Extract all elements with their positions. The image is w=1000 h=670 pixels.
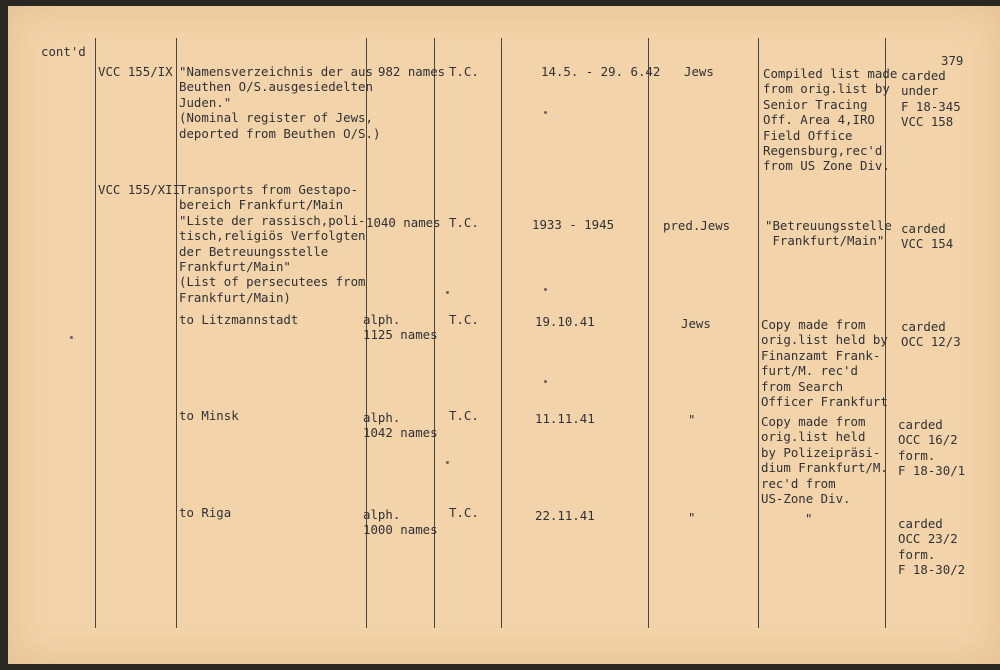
record-dates: 19.10.41 bbox=[535, 314, 595, 329]
record-dates: 22.11.41 bbox=[535, 508, 595, 523]
record-source: " bbox=[805, 511, 813, 526]
page-number: 379 bbox=[941, 53, 964, 68]
record-title: Transports from Gestapo- bereich Frankfurt/Main "Liste der rassisch,poli- tisch,religiös Verfolgten der Betreuungsstelle Frankfurt/Main" (List of persecutees from Frankfurt/Main) bbox=[179, 182, 366, 305]
record-dates: 14.5. - 29. 6.42 bbox=[541, 64, 661, 79]
record-names: 982 names bbox=[378, 64, 446, 79]
record-group: Jews bbox=[681, 316, 711, 331]
record-title: to Minsk bbox=[179, 408, 239, 423]
record-dates: 11.11.41 bbox=[535, 411, 595, 426]
record-title: to Riga bbox=[179, 505, 232, 520]
record-ref: VCC 155/XII bbox=[98, 182, 181, 197]
column-rule bbox=[758, 38, 759, 628]
paper-mark bbox=[446, 461, 449, 464]
record-carded: carded OCC 23/2 form. F 18-30/2 bbox=[898, 516, 966, 578]
record-names: 1040 names bbox=[366, 215, 441, 230]
index-card-sheet bbox=[8, 6, 1000, 664]
record-carded: carded under F 18-345 VCC 158 bbox=[901, 68, 961, 130]
record-source: Copy made from orig.list held by Polizeipräsi- dium Frankfurt/M. rec'd from US-Zone Div. bbox=[761, 414, 888, 507]
record-group: pred.Jews bbox=[663, 218, 731, 233]
record-carded: carded VCC 154 bbox=[901, 221, 954, 252]
record-type: T.C. bbox=[449, 64, 479, 79]
record-source: Compiled list made from orig.list by Senior Tracing Off. Area 4,IRO Field Office Regensburg,rec'd from US Zone Div. bbox=[763, 66, 898, 174]
column-rule bbox=[501, 38, 502, 628]
record-source: "Betreuungsstelle Frankfurt/Main" bbox=[765, 218, 892, 249]
column-rule bbox=[648, 38, 649, 628]
record-title: to Litzmannstadt bbox=[179, 312, 299, 327]
paper-mark bbox=[446, 291, 449, 294]
record-carded: carded OCC 16/2 form. F 18-30/1 bbox=[898, 417, 966, 479]
record-names: alph. 1042 names bbox=[363, 410, 438, 441]
column-rule bbox=[95, 38, 96, 628]
record-type: T.C. bbox=[449, 215, 479, 230]
contd-label: cont'd bbox=[41, 44, 86, 59]
record-group: Jews bbox=[684, 64, 714, 79]
record-group: " bbox=[688, 412, 696, 427]
record-names: alph. 1125 names bbox=[363, 312, 438, 343]
paper-mark bbox=[544, 380, 547, 383]
record-type: T.C. bbox=[449, 312, 479, 327]
record-type: T.C. bbox=[449, 408, 479, 423]
paper-mark bbox=[544, 288, 547, 291]
record-type: T.C. bbox=[449, 505, 479, 520]
record-names: alph. 1000 names bbox=[363, 507, 438, 538]
paper-mark bbox=[544, 111, 547, 114]
record-ref: VCC 155/IX bbox=[98, 64, 173, 79]
record-title: "Namensverzeichnis der aus Beuthen O/S.ausgesiedelten Juden." (Nominal register of Jews, deported from Beuthen O/S.) bbox=[179, 64, 381, 141]
record-dates: 1933 - 1945 bbox=[532, 217, 615, 232]
record-group: " bbox=[688, 510, 696, 525]
record-source: Copy made from orig.list held by Finanzamt Frank- furt/M. rec'd from Search Officer Frankfurt bbox=[761, 317, 888, 410]
paper-mark bbox=[70, 336, 73, 339]
record-carded: carded OCC 12/3 bbox=[901, 319, 961, 350]
column-rule bbox=[176, 38, 177, 628]
